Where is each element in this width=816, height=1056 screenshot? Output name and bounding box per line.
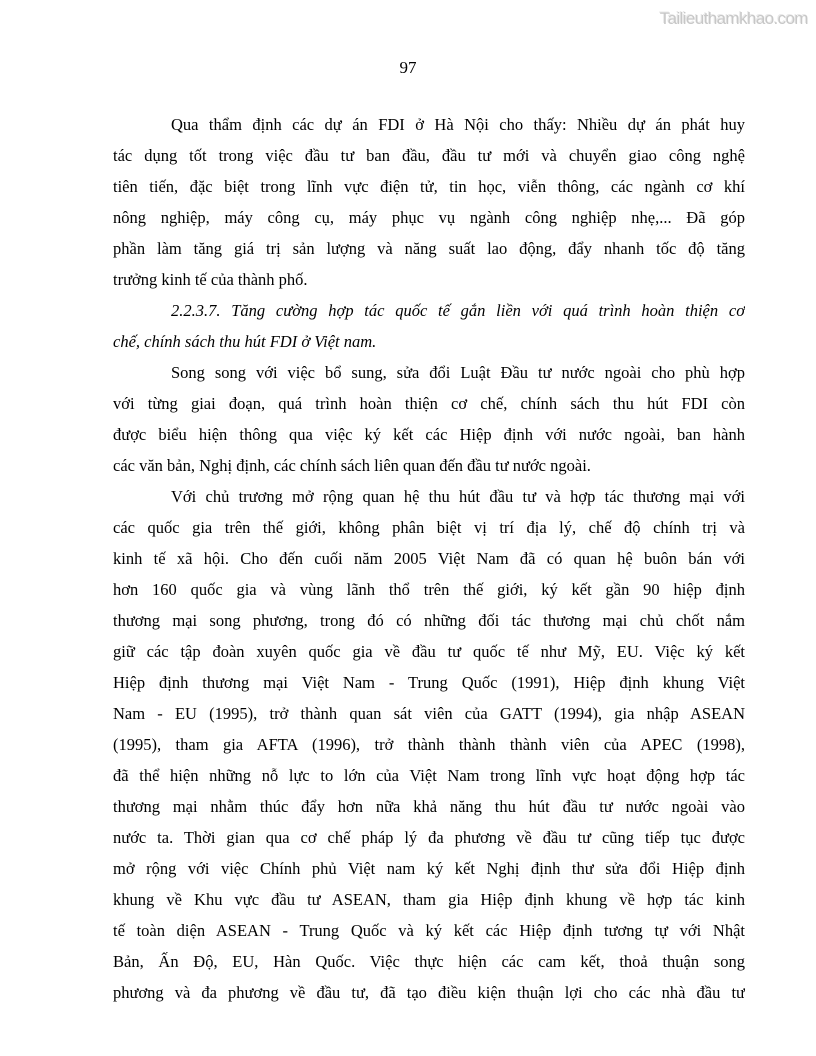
watermark-text: Tailieuthamkhao.com <box>659 9 808 28</box>
text-line: mở rộng với việc Chính phủ Việt nam ký kết Nghị định thư sửa đổi Hiệp định <box>113 859 745 878</box>
text-line: thương mại nhằm thúc đẩy hơn nữa khả năng thu hút đầu tư nước ngoài vào <box>113 797 745 816</box>
text-line: phương và đa phương về đầu tư, đã tạo điều kiện thuận lợi cho các nhà đầu tư <box>113 983 745 1002</box>
text-line: tế toàn diện ASEAN - Trung Quốc và ký kết các Hiệp định tương tự với Nhật <box>113 921 745 940</box>
text-line: nông nghiệp, máy công cụ, máy phục vụ ngành công nghiệp nhẹ,... Đã góp <box>113 208 745 227</box>
text-line: Qua thẩm định các dự án FDI ở Hà Nội cho thấy: Nhiều dự án phát huy <box>171 115 745 134</box>
text-line: tác dụng tốt trong việc đầu tư ban đầu, đầu tư mới và chuyển giao công nghệ <box>113 146 745 165</box>
text-line: Song song với việc bổ sung, sửa đổi Luật Đầu tư nước ngoài cho phù hợp <box>171 363 745 382</box>
document-body <box>113 109 745 1008</box>
text-line: Với chủ trương mở rộng quan hệ thu hút đầu tư và hợp tác thương mại với <box>171 487 745 506</box>
text-line: Nam - EU (1995), trở thành quan sát viên của GATT (1994), gia nhập ASEAN <box>113 704 745 723</box>
page-number: 97 <box>399 58 417 77</box>
text-line: Hiệp định thương mại Việt Nam - Trung Quốc (1991), Hiệp định khung Việt <box>113 673 745 692</box>
text-line: đã thể hiện những nỗ lực to lớn của Việt Nam trong lĩnh vực hoạt động hợp tác <box>113 766 745 785</box>
text-line: tiên tiến, đặc biệt trong lĩnh vực điện tử, tin học, viễn thông, các ngành cơ khí <box>113 177 745 196</box>
text-line: các quốc gia trên thế giới, không phân biệt vị trí địa lý, chế độ chính trị và <box>113 518 745 537</box>
text-line: được biểu hiện thông qua việc ký kết các Hiệp định với nước ngoài, ban hành <box>113 425 745 444</box>
text-line: giữ các tập đoàn xuyên quốc gia về đầu tư quốc tế như Mỹ, EU. Việc ký kết <box>113 642 745 661</box>
text-line: phần làm tăng giá trị sản lượng và năng suất lao động, đẩy nhanh tốc độ tăng <box>113 239 745 258</box>
text-line: khung về Khu vực đầu tư ASEAN, tham gia Hiệp định khung về hợp tác kinh <box>113 890 745 909</box>
text-line: trưởng kinh tế của thành phố. <box>113 270 308 289</box>
text-line: (1995), tham gia AFTA (1996), trở thành thành thành viên của APEC (1998), <box>113 735 745 754</box>
text-line: thương mại song phương, trong đó có những đối tác thương mại chủ chốt nắm <box>113 611 745 630</box>
text-line: hơn 160 quốc gia và vùng lãnh thổ trên thế giới, ký kết gần 90 hiệp định <box>113 580 745 599</box>
section-heading-line: chế, chính sách thu hút FDI ở Việt nam. <box>113 332 377 351</box>
text-line: với từng giai đoạn, quá trình hoàn thiện cơ chế, chính sách thu hút FDI còn <box>113 394 745 413</box>
text-line: kinh tế xã hội. Cho đến cuối năm 2005 Việt Nam đã có quan hệ buôn bán với <box>113 549 745 568</box>
text-line: nước ta. Thời gian qua cơ chế pháp lý đa phương về đầu tư cũng tiếp tục được <box>113 828 745 847</box>
text-line: Bản, Ấn Độ, EU, Hàn Quốc. Việc thực hiện các cam kết, thoả thuận song <box>113 952 745 971</box>
text-line: các văn bản, Nghị định, các chính sách liên quan đến đầu tư nước ngoài. <box>113 456 591 475</box>
section-heading-line: 2.2.3.7. Tăng cường hợp tác quốc tế gắn liền với quá trình hoàn thiện cơ <box>171 301 745 320</box>
